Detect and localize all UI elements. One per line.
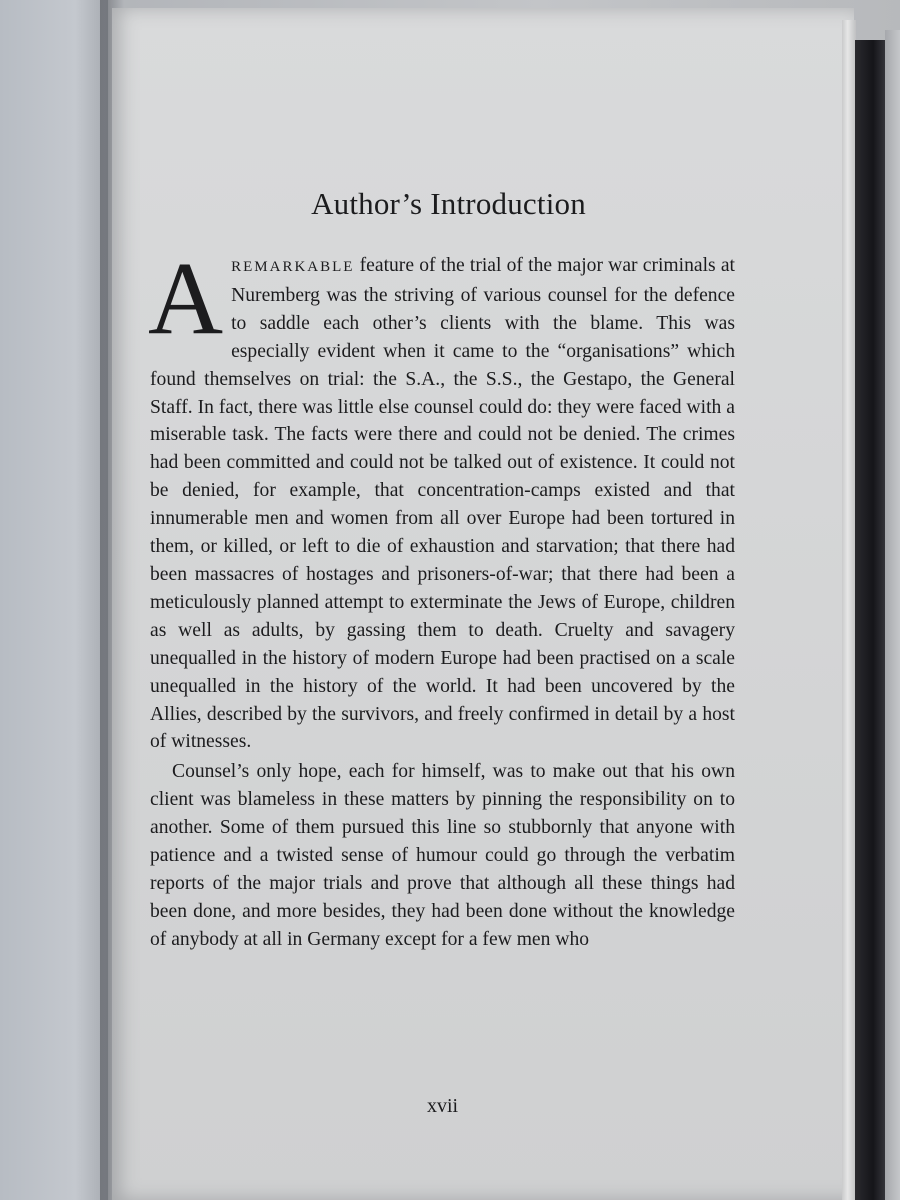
drop-cap: A [148,241,224,356]
paragraph-1-text: feature of the trial of the major war criminals at Nuremberg was the striving of various counsel for the defence to saddle each other’s clients with the blame. This was especially evident when it came to the “organisations” which found themselves on trial: the S.A., the S.S., the Gestapo, the General Staff. In fact, there was little else counsel could do: they were faced with a miserable task. The facts were there and could not be denied. The crimes had been committed and could not be talked out of existence. It could not be denied, for example, that concentration-camps existed and that innumerable men and women from all over Europe had been tortured in them, or killed, or left to die of exhaustion and starvation; that there had been massacres of hostages and prisoners-of-war; that there had been a meticulously planned attempt to exterminate the Jews of Europe, children as well as adults, by gassing them to death. Cruelty and savagery unequalled in the history of modern Europe had been practised on a scale unequalled in the history of the world. It had been uncovered by the Allies, described by the survivors, and freely confirmed in detail by a host of witnesses. [150,255,735,753]
page-text [150,180,735,954]
paragraph-2: Counsel’s only hope, each for himself, was to make out that his own client was blameless in these matters by pinning the responsibility on to another. Some of them pursued this line so stubbornly that anyone with patience and a twisted sense of humour could go through the verbatim reports of the major trials and prove that although all these things had been done, and more besides, they had been done without the knowledge of anybody at all in Germany except for a few men who [150,761,735,950]
page-number: xvii [426,1095,459,1117]
book-cover-edge [855,40,885,1200]
opening-small-caps: REMARKABLE [231,259,355,275]
left-page [0,0,108,1200]
background-edge [885,30,900,1200]
chapter-title: Author’s Introduction [311,186,586,221]
paragraph-1 [148,241,735,756]
page-edges [842,20,856,1200]
